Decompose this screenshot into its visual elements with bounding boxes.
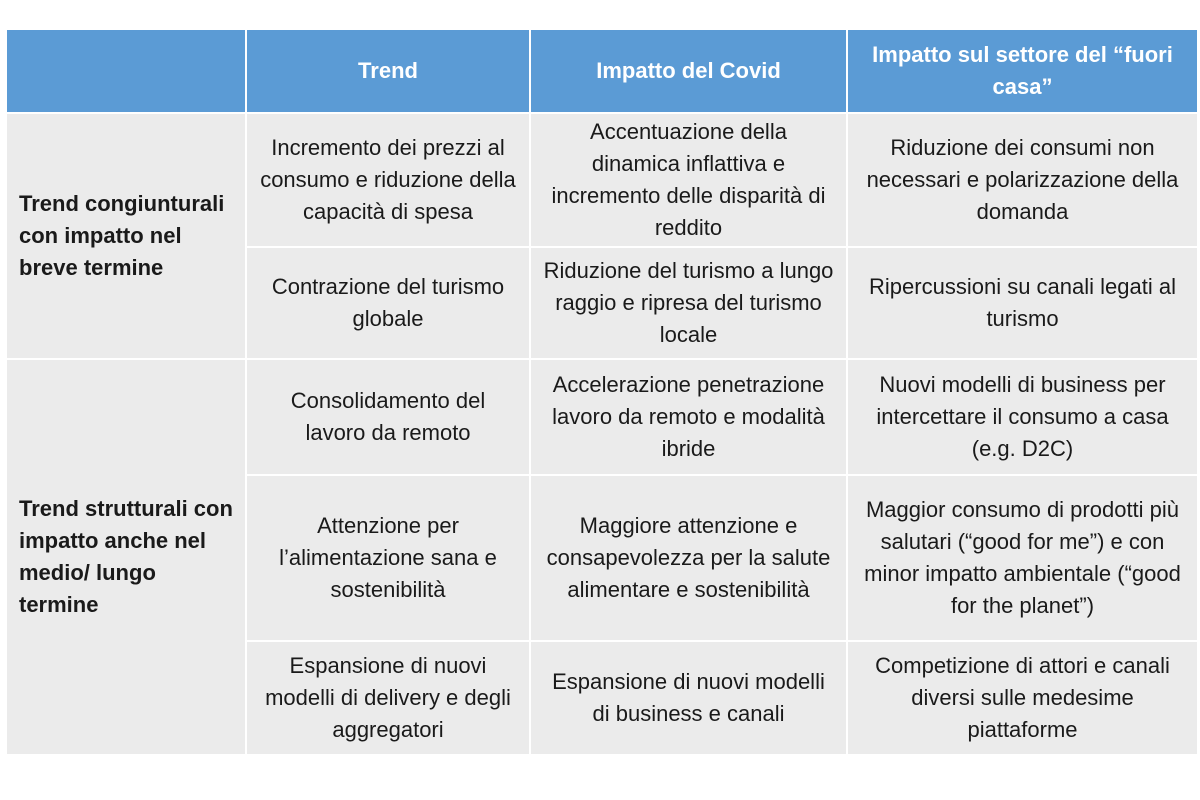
table-cell-covid: Espansione di nuovi modelli di business e canali: [531, 642, 846, 754]
table-cell-trend: Incremento dei prezzi al consumo e riduzione della capacità di spesa: [247, 114, 529, 246]
table-cell-impact: Nuovi modelli di business per intercettare il consumo a casa (e.g. D2C): [848, 360, 1197, 474]
table-cell-impact: Riduzione dei consumi non necessari e polarizzazione della domanda: [848, 114, 1197, 246]
table-cell-trend: Attenzione per l’alimentazione sana e sostenibilità: [247, 476, 529, 640]
table-cell-covid: Accelerazione penetrazione lavoro da remoto e modalità ibride: [531, 360, 846, 474]
table-cell-trend: Contrazione del turismo globale: [247, 248, 529, 358]
table-cell-covid: Accentuazione della dinamica inflattiva e incremento delle disparità di reddito: [531, 114, 846, 246]
table-cell-impact: Maggior consumo di prodotti più salutari (“good for me”) e con minor impatto ambientale (“good for the planet”): [848, 476, 1197, 640]
header-sector-impact: Impatto sul settore del “fuori casa”: [848, 30, 1197, 112]
table-cell-impact: Ripercussioni su canali legati al turismo: [848, 248, 1197, 358]
group-label-short-term: Trend congiunturali con impatto nel breve termine: [7, 114, 245, 358]
table-cell-trend: Consolidamento del lavoro da remoto: [247, 360, 529, 474]
header-covid-impact: Impatto del Covid: [531, 30, 846, 112]
table-cell-trend: Espansione di nuovi modelli di delivery e degli aggregatori: [247, 642, 529, 754]
table-cell-covid: Maggiore attenzione e consapevolezza per la salute alimentare e sostenibilità: [531, 476, 846, 640]
table-cell-covid: Riduzione del turismo a lungo raggio e ripresa del turismo locale: [531, 248, 846, 358]
group-label-structural: Trend strutturali con impatto anche nel medio/ lungo termine: [7, 360, 245, 754]
header-trend: Trend: [247, 30, 529, 112]
trend-table: [7, 30, 1191, 754]
table-cell-impact: Competizione di attori e canali diversi sulle medesime piattaforme: [848, 642, 1197, 754]
header-corner-cell: [7, 30, 245, 112]
